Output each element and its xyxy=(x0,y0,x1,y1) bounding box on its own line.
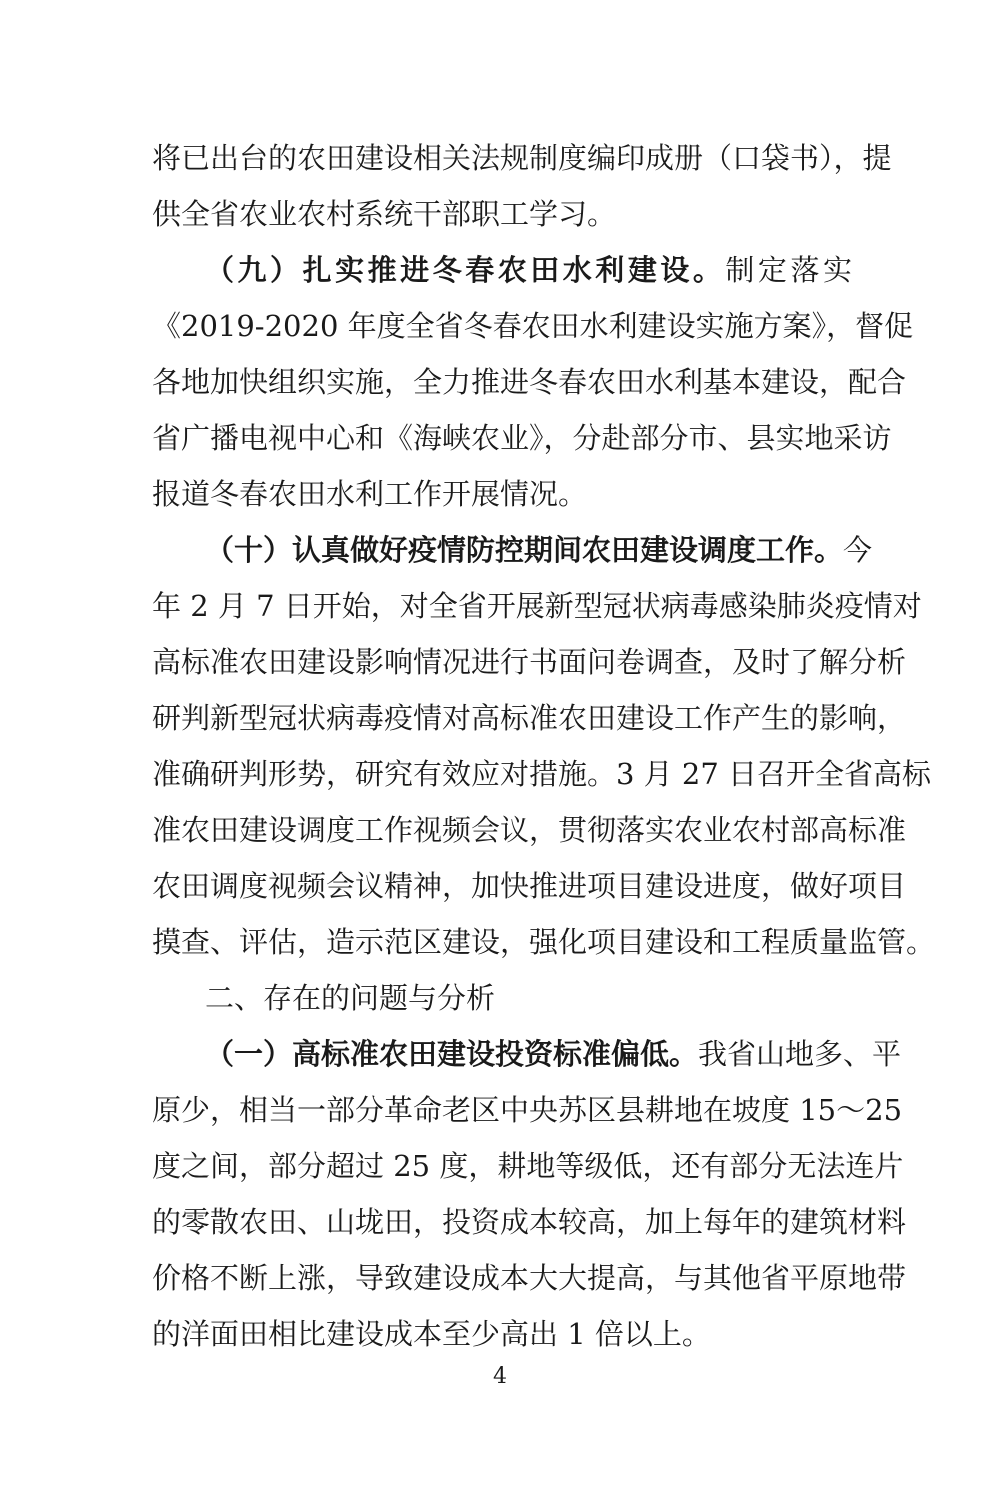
line-text: 将已出台的农田建设相关法规制度编印成册（口袋书），提 xyxy=(152,141,892,175)
subheading-bold: （九）扎实推进冬春农田水利建设。 xyxy=(205,253,726,287)
line-text: 供全省农业农村系统干部职工学习。 xyxy=(152,197,617,231)
line-text: 准确研判形势，研究有效应对措施。3 月 27 日召开全省高标 xyxy=(152,757,932,791)
line-text: 各地加快组织实施，全力推进冬春农田水利基本建设，配合 xyxy=(152,365,907,399)
body-line xyxy=(152,474,852,514)
line-text: 我省山地多、平 xyxy=(698,1037,902,1071)
line-text: 《2019-2020 年度全省冬春农田水利建设实施方案》，督促 xyxy=(152,309,914,343)
body-line xyxy=(152,810,907,850)
page-number: 4 xyxy=(493,1364,507,1389)
body-line xyxy=(152,418,892,458)
line-text: 制定落实 xyxy=(725,253,852,287)
line-text: 农田调度视频会议精神，加快推进项目建设进度，做好项目 xyxy=(152,869,907,903)
body-line xyxy=(152,362,907,402)
line-text: 价格不断上涨，导致建设成本大大提高，与其他省平原地带 xyxy=(152,1261,907,1295)
body-line xyxy=(152,1202,907,1242)
body-line xyxy=(152,138,892,178)
line-text: 的洋面田相比建设成本至少高出 1 倍以上。 xyxy=(152,1317,711,1351)
body-line xyxy=(152,1258,907,1298)
line-text: 准农田建设调度工作视频会议，贯彻落实农业农村部高标准 xyxy=(152,813,907,847)
line-text: 省广播电视中心和《海峡农业》，分赴部分市、县实地采访 xyxy=(152,421,892,455)
body-line xyxy=(152,642,907,682)
line-text: 摸查、评估，造示范区建设，强化项目建设和工程质量监管。 xyxy=(152,925,936,959)
body-line xyxy=(152,1314,852,1354)
body-line xyxy=(152,922,936,962)
line-text: 原少，相当一部分革命老区中央苏区县耕地在坡度 15～25 xyxy=(152,1093,903,1127)
line-text: 报道冬春农田水利工作开展情况。 xyxy=(152,477,588,511)
line-text: 高标准农田建设影响情况进行书面问卷调查，及时了解分析 xyxy=(152,645,907,679)
body-line xyxy=(152,306,914,346)
line-text: 的零散农田、山垅田，投资成本较高，加上每年的建筑材料 xyxy=(152,1205,907,1239)
line-text: 度之间，部分超过 25 度，耕地等级低，还有部分无法连片 xyxy=(152,1149,904,1183)
body-line xyxy=(152,698,907,738)
subheading-bold: （一）高标准农田建设投资标准偏低。 xyxy=(205,1037,699,1071)
body-line xyxy=(205,250,852,290)
body-line xyxy=(152,866,907,906)
body-line xyxy=(152,194,852,234)
body-line xyxy=(152,1146,904,1186)
body-line xyxy=(152,586,922,626)
subheading-bold: （十）认真做好疫情防控期间农田建设调度工作。 xyxy=(205,533,844,567)
line-text: 研判新型冠状病毒疫情对高标准农田建设工作产生的影响， xyxy=(152,701,907,735)
body-line xyxy=(205,530,873,570)
line-text: 年 2 月 7 日开始，对全省开展新型冠状病毒感染肺炎疫情对 xyxy=(152,589,922,623)
body-line xyxy=(152,1090,903,1130)
body-line xyxy=(205,1034,902,1074)
line-text: 今 xyxy=(843,533,873,567)
section-heading: 二、存在的问题与分析 xyxy=(205,981,496,1015)
body-line xyxy=(152,754,932,794)
